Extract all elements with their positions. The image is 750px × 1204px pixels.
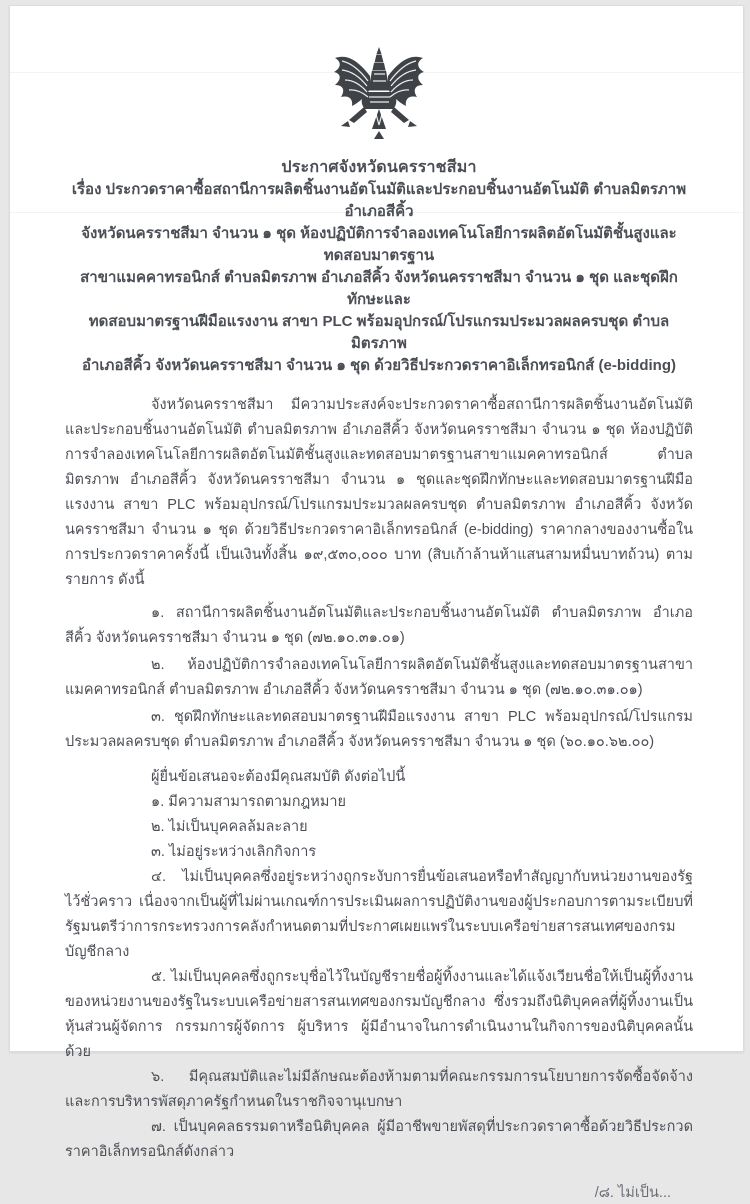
item-text: ชุดฝึกทักษะและทดสอบมาตรฐานฝีมือแรงงาน สาขา PLC พร้อมอุปกรณ์/โปรแกรมประมวลผลครบชุด ตำบลมิตรภาพ อำเภอสีคิ้ว จังหวัดนครราชสีมา จำนวน ๑ ชุด (๖๐.๑๐.๖๒.๐๐) [65, 709, 693, 750]
qualification-item [65, 790, 693, 815]
item-number: ๑. [151, 794, 165, 810]
item-text: เป็นบุคคลธรรมดาหรือนิติบุคคล ผู้มีอาชีพขายพัสดุที่ประกวดราคาซื้อด้วยวิธีประกวดราคาอิเล็กทรอนิกส์ดังกล่าว [65, 1119, 693, 1160]
subject-line: จังหวัดนครราชสีมา จำนวน ๑ ชุด ห้องปฏิบัติการจำลองเทคโนโลยีการผลิตอัตโนมัติชั้นสูงและทดสอบมาตรฐาน [81, 225, 677, 264]
item-text: ไม่เป็นบุคคลซึ่งอยู่ระหว่างถูกระงับการยื่นข้อเสนอหรือทำสัญญากับหน่วยงานของรัฐไว้ชั่วคราว เนื่องจากเป็นผู้ที่ไม่ผ่านเกณฑ์การประเมินผลการปฏิบัติงานของผู้ประกอบการตามระเบียบที่รัฐมนตรีว่าการกระทรวงการคลังกำหนดตามที่ประกาศเผยแพร่ในระบบเครือข่ายสารสนเทศของกรมบัญชีกลาง [65, 869, 693, 960]
item-number: ๖. [151, 1069, 165, 1085]
qualification-item [65, 1065, 693, 1115]
item-text: มีคุณสมบัติและไม่มีลักษณะต้องห้ามตามที่คณะกรรมการนโยบายการจัดซื้อจัดจ้างและการบริหารพัสดุภาครัฐกำหนดในราชกิจจานุเบกษา [65, 1069, 693, 1110]
item-number: ๒. [151, 819, 165, 835]
subject-block [65, 179, 693, 377]
subject-line: สาขาแมคคาทรอนิกส์ ตำบลมิตรภาพ อำเภอสีคิ้ว จังหวัดนครราชสีมา จำนวน ๑ ชุด และชุดฝึกทักษะและ [80, 269, 678, 308]
item-text: ห้องปฏิบัติการจำลองเทคโนโลยีการผลิตอัตโนมัติชั้นสูงและทดสอบมาตรฐานสาขาแมคคาทรอนิกส์ ตำบลมิตรภาพ อำเภอสีคิ้ว จังหวัดนครราชสีมา จำนวน ๑ ชุด (๗๒.๑๐.๓๑.๐๑) [65, 657, 693, 698]
procurement-item [65, 601, 693, 651]
subject-line: ทดสอบมาตรฐานฝีมือแรงงาน สาขา PLC พร้อมอุปกรณ์/โปรแกรมประมวลผลครบชุด ตำบลมิตรภาพ [88, 313, 670, 352]
qualification-item [65, 865, 693, 965]
emblem-container [65, 46, 693, 155]
item-number: ๓. [151, 709, 165, 725]
garuda-emblem-icon [318, 46, 440, 150]
qualification-item [65, 965, 693, 1065]
document-page [9, 5, 744, 1201]
item-number: ๗. [151, 1119, 166, 1135]
item-number: ๕. [151, 969, 167, 985]
item-text: สถานีการผลิตชิ้นงานอัตโนมัติและประกอบชิ้นงานอัตโนมัติ ตำบลมิตรภาพ อำเภอสีคิ้ว จังหวัดนครราชสีมา จำนวน ๑ ชุด (๗๒.๑๐.๓๑.๐๑) [65, 605, 693, 646]
item-text: ไม่อยู่ระหว่างเลิกกิจการ [168, 844, 317, 860]
item-text: มีความสามารถตามกฎหมาย [168, 794, 347, 810]
qualifications-list [65, 790, 693, 1165]
qualification-item [65, 840, 693, 865]
intro-paragraph: จังหวัดนครราชสีมา มีความประสงค์จะประกวดราคาซื้อสถานีการผลิตชิ้นงานอัตโนมัติและประกอบชิ้นงานอัตโนมัติ ตำบลมิตรภาพ อำเภอสีคิ้ว จังหวัดนครราชสีมา จำนวน ๑ ชุด ห้องปฏิบัติการจำลองเทคโนโลยีการผลิตอัตโนมัติชั้นสูงและทดสอบมาตรฐานสาขาแมคคาทรอนิกส์ ตำบลมิตรภาพ อำเภอสีคิ้ว จังหวัดนครราชสีมา จำนวน ๑ ชุดและชุดฝึกทักษะและทดสอบมาตรฐานฝีมือแรงงาน สาขา PLC พร้อมอุปกรณ์/โปรแกรมประมวลผลครบชุด ตำบลมิตรภาพ อำเภอสีคิ้ว จังหวัดนครราชสีมา จำนวน ๑ ชุด ด้วยวิธีประกวดราคาอิเล็กทรอนิกส์ (e-bidding) ราคากลางของงานซื้อในการประกวดราคาครั้งนี้ เป็นเงินทั้งสิ้น ๑๙,๕๓๐,๐๐๐ บาท (สิบเก้าล้านห้าแสนสามหมื่นบาทถ้วน) ตามรายการ ดังนี้ [65, 397, 693, 588]
qualification-item [65, 1115, 693, 1165]
page-continuation-note: /๘. ไม่เป็น... [594, 1185, 671, 1201]
procurement-item [65, 653, 693, 703]
subject-line: เรื่อง ประกวดราคาซื้อสถานีการผลิตชิ้นงานอัตโนมัติและประกอบชิ้นงานอัตโนมัติ ตำบลมิตรภาพ อำเภอสีคิ้ว [71, 181, 687, 220]
qualification-item [65, 815, 693, 840]
qualifications-header: ผู้ยื่นข้อเสนอจะต้องมีคุณสมบัติ ดังต่อไปนี้ [151, 769, 406, 785]
item-text: ไม่เป็นบุคคลซึ่งถูกระบุชื่อไว้ในบัญชีรายชื่อผู้ทิ้งงานและได้แจ้งเวียนชื่อให้เป็นผู้ทิ้งงานของหน่วยงานของรัฐในระบบเครือข่ายสารสนเทศของกรมบัญชีกลาง ซึ่งรวมถึงนิติบุคคลที่ผู้ทิ้งงานเป็นหุ้นส่วนผู้จัดการ กรรมการผู้จัดการ ผู้บริหาร ผู้มีอำนาจในการดำเนินงานในกิจการของนิติบุคคลนั้นด้วย [65, 969, 693, 1060]
item-number: ๒. [151, 657, 165, 673]
item-number: ๑. [151, 605, 165, 621]
item-number: ๓. [151, 844, 165, 860]
item-text: ไม่เป็นบุคคลล้มละลาย [168, 819, 308, 835]
procurement-item [65, 705, 693, 755]
document-title: ประกาศจังหวัดนครราชสีมา [281, 159, 477, 176]
procurement-items-list [65, 601, 693, 755]
item-number: ๔. [151, 869, 167, 885]
subject-line: อำเภอสีคิ้ว จังหวัดนครราชสีมา จำนวน ๑ ชุด ด้วยวิธีประกวดราคาอิเล็กทรอนิกส์ (e-bidding) [82, 357, 676, 374]
